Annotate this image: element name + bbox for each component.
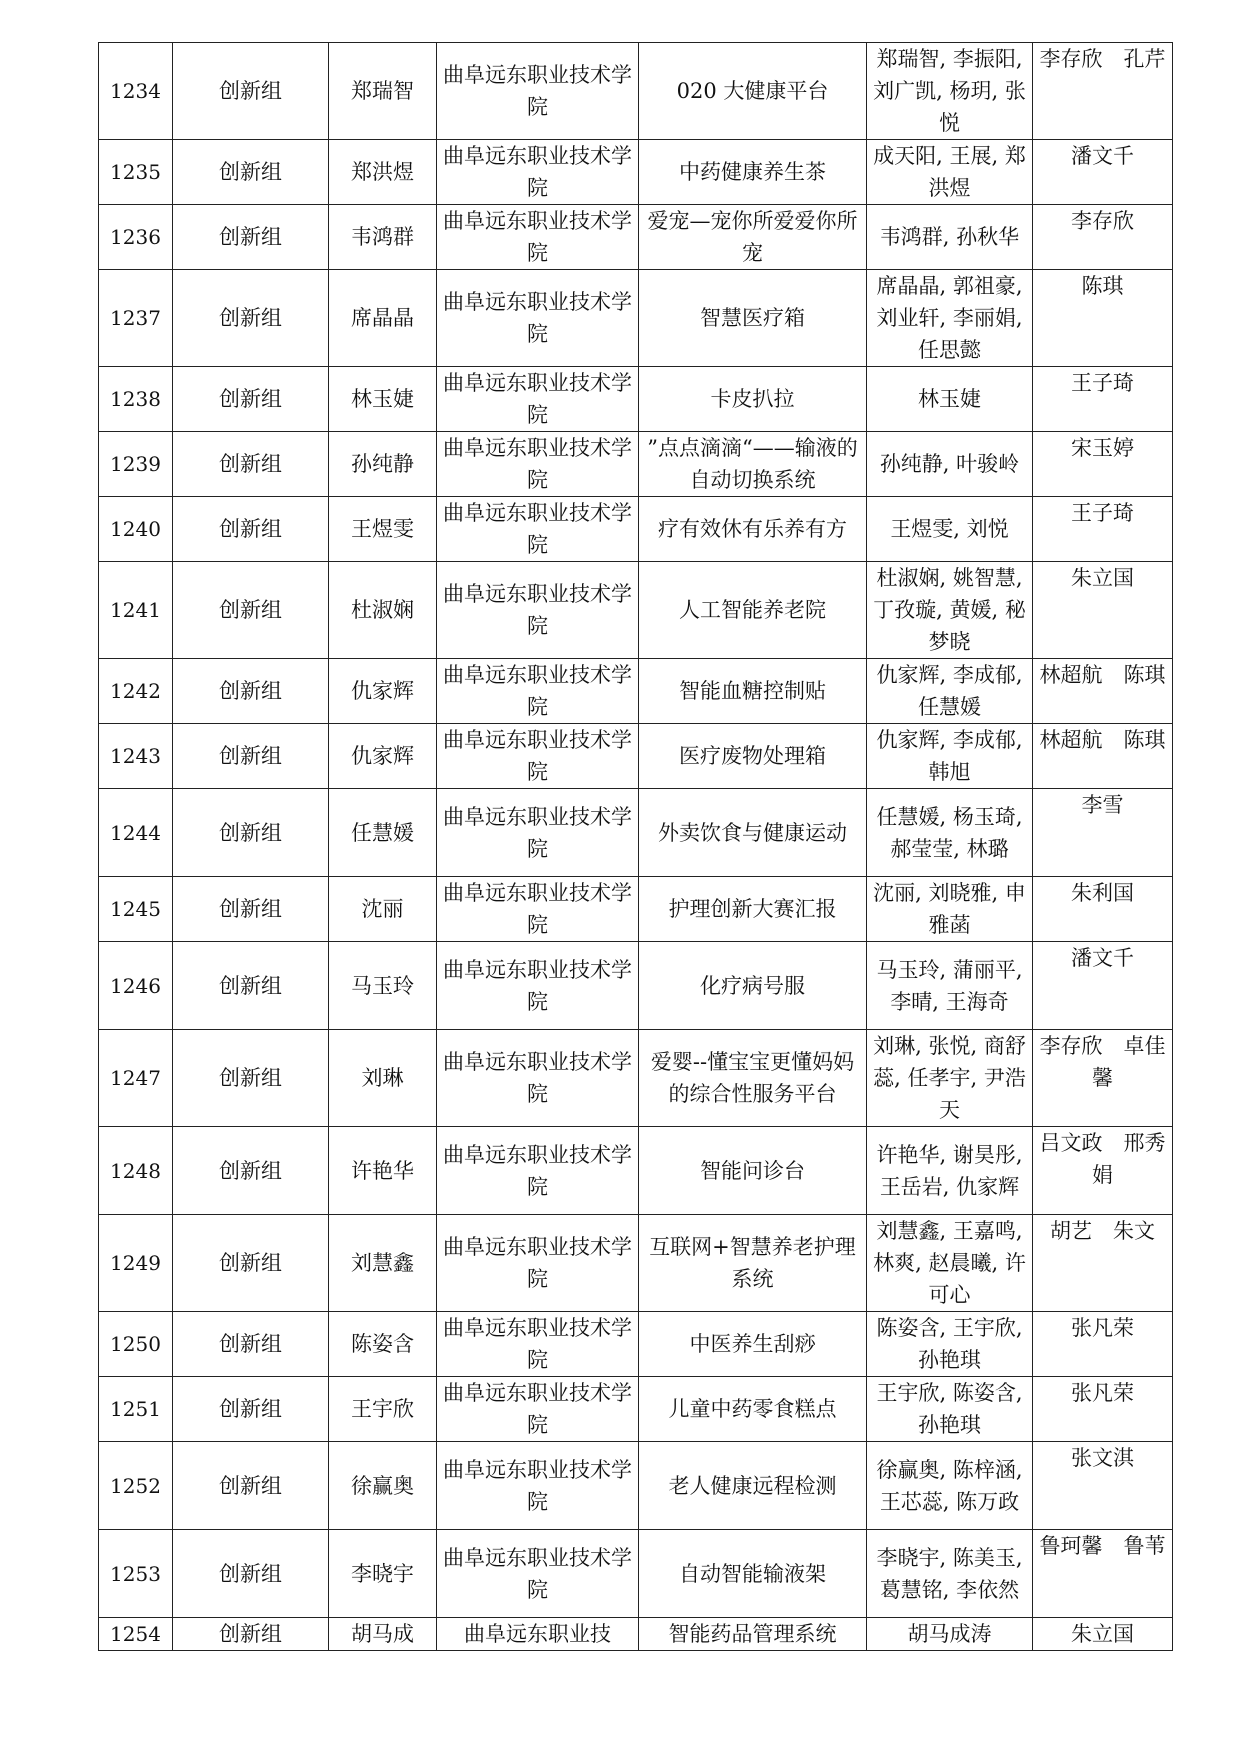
members-cell: 王宇欣, 陈姿含, 孙艳琪 bbox=[867, 1377, 1033, 1442]
table-row bbox=[99, 270, 1173, 367]
project-name-cell: 中医养生刮痧 bbox=[639, 1312, 867, 1377]
project-table bbox=[98, 42, 1173, 1651]
group-cell: 创新组 bbox=[173, 140, 329, 205]
row-number-cell: 1243 bbox=[99, 724, 173, 789]
group-cell: 创新组 bbox=[173, 1312, 329, 1377]
school-cell: 曲阜远东职业技术学院 bbox=[437, 1030, 639, 1127]
members-cell: 韦鸿群, 孙秋华 bbox=[867, 205, 1033, 270]
advisor-cell: 吕文政 邢秀娟 bbox=[1033, 1127, 1173, 1215]
school-cell: 曲阜远东职业技术学院 bbox=[437, 789, 639, 877]
leader-cell: 许艳华 bbox=[329, 1127, 437, 1215]
group-cell: 创新组 bbox=[173, 270, 329, 367]
school-cell: 曲阜远东职业技术学院 bbox=[437, 43, 639, 140]
leader-cell: 林玉婕 bbox=[329, 367, 437, 432]
table-row bbox=[99, 1442, 1173, 1530]
members-cell: 仇家辉, 李成郁, 任慧媛 bbox=[867, 659, 1033, 724]
group-cell: 创新组 bbox=[173, 942, 329, 1030]
group-cell: 创新组 bbox=[173, 43, 329, 140]
group-cell: 创新组 bbox=[173, 1442, 329, 1530]
project-name-cell: 儿童中药零食糕点 bbox=[639, 1377, 867, 1442]
project-name-cell: 中药健康养生茶 bbox=[639, 140, 867, 205]
table-row bbox=[99, 1215, 1173, 1312]
table-row bbox=[99, 1312, 1173, 1377]
advisor-cell: 林超航 陈琪 bbox=[1033, 724, 1173, 789]
members-cell: 林玉婕 bbox=[867, 367, 1033, 432]
row-number-cell: 1234 bbox=[99, 43, 173, 140]
advisor-cell: 陈琪 bbox=[1033, 270, 1173, 367]
advisor-cell: 潘文千 bbox=[1033, 942, 1173, 1030]
row-number-cell: 1248 bbox=[99, 1127, 173, 1215]
group-cell: 创新组 bbox=[173, 432, 329, 497]
leader-cell: 郑洪煜 bbox=[329, 140, 437, 205]
project-name-cell: 人工智能养老院 bbox=[639, 562, 867, 659]
table-row bbox=[99, 1618, 1173, 1651]
members-cell: 许艳华, 谢昊彤, 王岳岩, 仇家辉 bbox=[867, 1127, 1033, 1215]
project-name-cell: ”点点滴滴“——输液的自动切换系统 bbox=[639, 432, 867, 497]
school-cell: 曲阜远东职业技术学院 bbox=[437, 1127, 639, 1215]
project-name-cell: 护理创新大赛汇报 bbox=[639, 877, 867, 942]
group-cell: 创新组 bbox=[173, 659, 329, 724]
table-row bbox=[99, 43, 1173, 140]
school-cell: 曲阜远东职业技术学院 bbox=[437, 1530, 639, 1618]
members-cell: 杜淑娴, 姚智慧, 丁孜璇, 黄媛, 秘梦晓 bbox=[867, 562, 1033, 659]
members-cell: 孙纯静, 叶骏岭 bbox=[867, 432, 1033, 497]
row-number-cell: 1242 bbox=[99, 659, 173, 724]
project-name-cell: 疗有效休有乐养有方 bbox=[639, 497, 867, 562]
project-name-cell: 智能药品管理系统 bbox=[639, 1618, 867, 1651]
advisor-cell: 朱利国 bbox=[1033, 877, 1173, 942]
project-name-cell: 020 大健康平台 bbox=[639, 43, 867, 140]
row-number-cell: 1240 bbox=[99, 497, 173, 562]
row-number-cell: 1246 bbox=[99, 942, 173, 1030]
school-cell: 曲阜远东职业技术学院 bbox=[437, 1312, 639, 1377]
members-cell: 任慧媛, 杨玉琦, 郝莹莹, 林璐 bbox=[867, 789, 1033, 877]
table-row bbox=[99, 1127, 1173, 1215]
school-cell: 曲阜远东职业技术学院 bbox=[437, 1215, 639, 1312]
group-cell: 创新组 bbox=[173, 205, 329, 270]
leader-cell: 马玉玲 bbox=[329, 942, 437, 1030]
leader-cell: 孙纯静 bbox=[329, 432, 437, 497]
group-cell: 创新组 bbox=[173, 1618, 329, 1651]
row-number-cell: 1251 bbox=[99, 1377, 173, 1442]
leader-cell: 任慧媛 bbox=[329, 789, 437, 877]
members-cell: 郑瑞智, 李振阳, 刘广凯, 杨玥, 张悦 bbox=[867, 43, 1033, 140]
project-name-cell: 卡皮扒拉 bbox=[639, 367, 867, 432]
school-cell: 曲阜远东职业技术学院 bbox=[437, 270, 639, 367]
group-cell: 创新组 bbox=[173, 877, 329, 942]
project-name-cell: 外卖饮食与健康运动 bbox=[639, 789, 867, 877]
advisor-cell: 张文淇 bbox=[1033, 1442, 1173, 1530]
row-number-cell: 1249 bbox=[99, 1215, 173, 1312]
table-row bbox=[99, 140, 1173, 205]
row-number-cell: 1253 bbox=[99, 1530, 173, 1618]
school-cell: 曲阜远东职业技术学院 bbox=[437, 562, 639, 659]
advisor-cell: 朱立国 bbox=[1033, 1618, 1173, 1651]
school-cell: 曲阜远东职业技术学院 bbox=[437, 140, 639, 205]
project-name-cell: 自动智能输液架 bbox=[639, 1530, 867, 1618]
row-number-cell: 1247 bbox=[99, 1030, 173, 1127]
advisor-cell: 宋玉婷 bbox=[1033, 432, 1173, 497]
members-cell: 胡马成涛 bbox=[867, 1618, 1033, 1651]
school-cell: 曲阜远东职业技术学院 bbox=[437, 432, 639, 497]
members-cell: 席晶晶, 郭祖豪, 刘业轩, 李丽娟, 任思懿 bbox=[867, 270, 1033, 367]
table-row bbox=[99, 562, 1173, 659]
leader-cell: 李晓宇 bbox=[329, 1530, 437, 1618]
advisor-cell: 潘文千 bbox=[1033, 140, 1173, 205]
row-number-cell: 1254 bbox=[99, 1618, 173, 1651]
leader-cell: 郑瑞智 bbox=[329, 43, 437, 140]
row-number-cell: 1245 bbox=[99, 877, 173, 942]
leader-cell: 仇家辉 bbox=[329, 724, 437, 789]
leader-cell: 陈姿含 bbox=[329, 1312, 437, 1377]
table-row bbox=[99, 1377, 1173, 1442]
group-cell: 创新组 bbox=[173, 562, 329, 659]
leader-cell: 刘琳 bbox=[329, 1030, 437, 1127]
advisor-cell: 鲁珂馨 鲁苇 bbox=[1033, 1530, 1173, 1618]
leader-cell: 徐赢奥 bbox=[329, 1442, 437, 1530]
project-name-cell: 爱宠—宠你所爱爱你所宠 bbox=[639, 205, 867, 270]
group-cell: 创新组 bbox=[173, 367, 329, 432]
group-cell: 创新组 bbox=[173, 497, 329, 562]
project-name-cell: 智能血糖控制贴 bbox=[639, 659, 867, 724]
members-cell: 成天阳, 王展, 郑洪煜 bbox=[867, 140, 1033, 205]
members-cell: 李晓宇, 陈美玉, 葛慧铭, 李依然 bbox=[867, 1530, 1033, 1618]
members-cell: 刘琳, 张悦, 商舒蕊, 任孝宇, 尹浩天 bbox=[867, 1030, 1033, 1127]
advisor-cell: 胡艺 朱文 bbox=[1033, 1215, 1173, 1312]
group-cell: 创新组 bbox=[173, 724, 329, 789]
table-row bbox=[99, 724, 1173, 789]
advisor-cell: 朱立国 bbox=[1033, 562, 1173, 659]
members-cell: 仇家辉, 李成郁, 韩旭 bbox=[867, 724, 1033, 789]
advisor-cell: 李雪 bbox=[1033, 789, 1173, 877]
advisor-cell: 李存欣 孔芹 bbox=[1033, 43, 1173, 140]
advisor-cell: 王子琦 bbox=[1033, 497, 1173, 562]
school-cell: 曲阜远东职业技术学院 bbox=[437, 367, 639, 432]
table-row bbox=[99, 205, 1173, 270]
row-number-cell: 1244 bbox=[99, 789, 173, 877]
table-row bbox=[99, 942, 1173, 1030]
advisor-cell: 李存欣 bbox=[1033, 205, 1173, 270]
advisor-cell: 张凡荣 bbox=[1033, 1312, 1173, 1377]
leader-cell: 胡马成 bbox=[329, 1618, 437, 1651]
leader-cell: 沈丽 bbox=[329, 877, 437, 942]
table-row bbox=[99, 367, 1173, 432]
members-cell: 沈丽, 刘晓雅, 申雅菡 bbox=[867, 877, 1033, 942]
advisor-cell: 李存欣 卓佳馨 bbox=[1033, 1030, 1173, 1127]
school-cell: 曲阜远东职业技术学院 bbox=[437, 497, 639, 562]
members-cell: 徐赢奥, 陈梓涵, 王芯蕊, 陈万政 bbox=[867, 1442, 1033, 1530]
row-number-cell: 1239 bbox=[99, 432, 173, 497]
advisor-cell: 林超航 陈琪 bbox=[1033, 659, 1173, 724]
table-row bbox=[99, 497, 1173, 562]
leader-cell: 韦鸿群 bbox=[329, 205, 437, 270]
school-cell: 曲阜远东职业技 bbox=[437, 1618, 639, 1651]
leader-cell: 杜淑娴 bbox=[329, 562, 437, 659]
row-number-cell: 1235 bbox=[99, 140, 173, 205]
project-name-cell: 爱婴--懂宝宝更懂妈妈的综合性服务平台 bbox=[639, 1030, 867, 1127]
group-cell: 创新组 bbox=[173, 1377, 329, 1442]
group-cell: 创新组 bbox=[173, 1030, 329, 1127]
project-name-cell: 互联网+智慧养老护理系统 bbox=[639, 1215, 867, 1312]
leader-cell: 席晶晶 bbox=[329, 270, 437, 367]
row-number-cell: 1250 bbox=[99, 1312, 173, 1377]
school-cell: 曲阜远东职业技术学院 bbox=[437, 724, 639, 789]
group-cell: 创新组 bbox=[173, 1127, 329, 1215]
school-cell: 曲阜远东职业技术学院 bbox=[437, 659, 639, 724]
group-cell: 创新组 bbox=[173, 789, 329, 877]
members-cell: 陈姿含, 王宇欣, 孙艳琪 bbox=[867, 1312, 1033, 1377]
members-cell: 刘慧鑫, 王嘉鸣, 林爽, 赵晨曦, 许可心 bbox=[867, 1215, 1033, 1312]
table-row bbox=[99, 659, 1173, 724]
leader-cell: 王宇欣 bbox=[329, 1377, 437, 1442]
members-cell: 王煜雯, 刘悦 bbox=[867, 497, 1033, 562]
project-name-cell: 智能问诊台 bbox=[639, 1127, 867, 1215]
row-number-cell: 1238 bbox=[99, 367, 173, 432]
school-cell: 曲阜远东职业技术学院 bbox=[437, 1377, 639, 1442]
row-number-cell: 1236 bbox=[99, 205, 173, 270]
school-cell: 曲阜远东职业技术学院 bbox=[437, 942, 639, 1030]
advisor-cell: 王子琦 bbox=[1033, 367, 1173, 432]
project-name-cell: 化疗病号服 bbox=[639, 942, 867, 1030]
members-cell: 马玉玲, 蒲丽平, 李晴, 王海奇 bbox=[867, 942, 1033, 1030]
table-body bbox=[99, 43, 1173, 1651]
school-cell: 曲阜远东职业技术学院 bbox=[437, 1442, 639, 1530]
row-number-cell: 1241 bbox=[99, 562, 173, 659]
project-name-cell: 医疗废物处理箱 bbox=[639, 724, 867, 789]
advisor-cell: 张凡荣 bbox=[1033, 1377, 1173, 1442]
table-row bbox=[99, 877, 1173, 942]
leader-cell: 刘慧鑫 bbox=[329, 1215, 437, 1312]
school-cell: 曲阜远东职业技术学院 bbox=[437, 877, 639, 942]
table-row bbox=[99, 1530, 1173, 1618]
row-number-cell: 1237 bbox=[99, 270, 173, 367]
table-row bbox=[99, 432, 1173, 497]
row-number-cell: 1252 bbox=[99, 1442, 173, 1530]
group-cell: 创新组 bbox=[173, 1530, 329, 1618]
school-cell: 曲阜远东职业技术学院 bbox=[437, 205, 639, 270]
leader-cell: 仇家辉 bbox=[329, 659, 437, 724]
project-name-cell: 智慧医疗箱 bbox=[639, 270, 867, 367]
group-cell: 创新组 bbox=[173, 1215, 329, 1312]
table-row bbox=[99, 1030, 1173, 1127]
table-row bbox=[99, 789, 1173, 877]
leader-cell: 王煜雯 bbox=[329, 497, 437, 562]
project-name-cell: 老人健康远程检测 bbox=[639, 1442, 867, 1530]
